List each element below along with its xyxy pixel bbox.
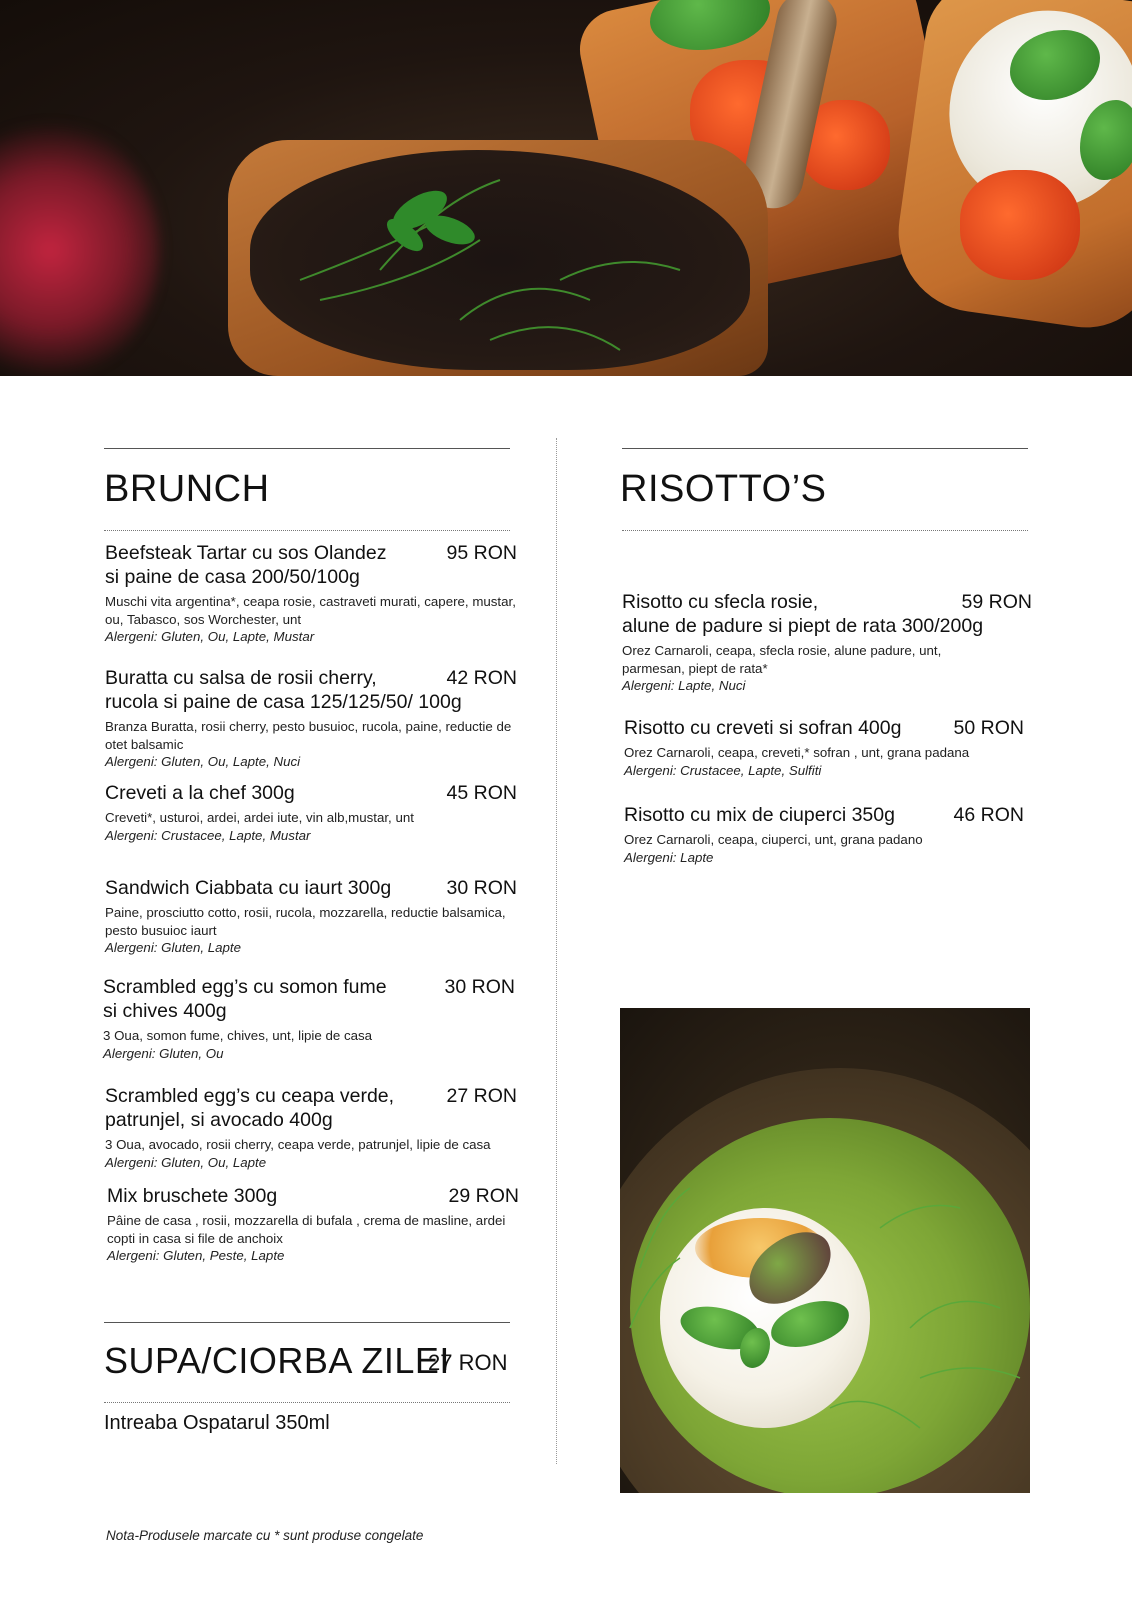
item-name: Risotto cu sfecla rosie, alune de padure si piept de rata 300/200g [622,591,984,637]
item-description: Branza Buratta, rosii cherry, pesto busuioc, rucola, paine, reductie de otet balsamic [105,719,512,752]
item-price: 50 RON [953,717,1024,739]
item-description: Paine, prosciutto cotto, rosii, rucola, mozzarella, reductie balsamica, pesto busuioc iaurt [105,905,506,938]
item-price: 27 RON [446,1085,517,1107]
menu-item [624,716,1024,779]
item-name: Risotto cu creveti si sofran 400g [624,717,902,739]
item-price: 30 RON [444,976,515,998]
item-name: Sandwich Ciabbata cu iaurt 300g [105,877,392,899]
risotto-burrata-photo [620,1008,1030,1493]
item-allergens: Alergeni: Gluten, Ou [103,1045,224,1061]
item-description: Orez Carnaroli, ceapa, creveti,* sofran , unt, grana padana [624,745,970,760]
risotto-title: RISOTTO’S [620,468,827,510]
footnote: Nota-Produsele marcate cu * sunt produse congelate [106,1528,424,1543]
item-allergens: Alergeni: Lapte [624,849,714,865]
item-description: Muschi vita argentina*, ceapa rosie, castraveti murati, capere, mustar, ou, Tabasco, sos Worchester, unt [105,594,516,627]
column-divider [556,438,557,1464]
soup-price: 27 RON [428,1350,508,1375]
item-description: Pâine de casa , rosii, mozzarella di bufala , crema de masline, ardei copti in casa si file de anchoix [107,1213,506,1246]
hero-photo [0,0,1132,376]
item-price: 46 RON [953,804,1024,826]
item-price: 42 RON [446,667,517,689]
menu-item [103,975,515,1062]
item-allergens: Alergeni: Lapte, Nuci [622,678,746,693]
hero-blur-flower [0,120,160,376]
item-description: Orez Carnaroli, ceapa, sfecla rosie, alune padure, unt, parmesan, piept de rata* [622,643,942,676]
item-price: 29 RON [448,1185,519,1207]
menu-item [105,666,517,771]
item-name: Risotto cu mix de ciuperci 350g [624,804,895,826]
microgreens [620,1128,1030,1488]
item-allergens: Alergeni: Gluten, Ou, Lapte, Nuci [105,754,301,769]
item-price: 95 RON [446,542,517,564]
menu-item [105,876,517,957]
brunch-title: BRUNCH [104,468,270,510]
menu-item [107,1184,519,1265]
item-name: Scrambled egg’s cu somon fume si chives 400g [103,976,387,1022]
risotto-dotted-rule [622,530,1028,531]
risotto-top-rule [622,448,1028,449]
item-price: 59 RON [961,591,1032,613]
menu-item [622,590,1032,695]
brunch-top-rule [104,448,510,449]
item-allergens: Alergeni: Crustacee, Lapte, Mustar [105,827,311,843]
menu-item [624,803,1024,866]
item-description: Orez Carnaroli, ceapa, ciuperci, unt, grana padano [624,832,923,847]
soup-title: SUPA/CIORBA ZILEI [104,1340,450,1381]
item-name: Buratta cu salsa de rosii cherry, rucola si paine de casa 125/125/50/ 100g [105,667,462,713]
item-description: Creveti*, usturoi, ardei, ardei iute, vin alb,mustar, unt [105,810,414,825]
item-name: Mix bruschete 300g [107,1185,278,1207]
item-name: Beefsteak Tartar cu sos Olandez si paine de casa 200/50/100g [105,542,387,588]
item-allergens: Alergeni: Gluten, Lapte [105,940,242,955]
item-allergens: Alergeni: Gluten, Peste, Lapte [107,1248,285,1263]
item-name: Creveti a la chef 300g [105,782,295,804]
item-allergens: Alergeni: Crustacee, Lapte, Sulfiti [624,762,822,778]
soup-note: Intreaba Ospatarul 350ml [104,1412,330,1434]
item-description: 3 Oua, somon fume, chives, unt, lipie de casa [103,1028,373,1043]
tomato-piece [960,170,1080,280]
soup-dotted-rule [104,1402,510,1403]
menu-item [105,781,517,844]
item-allergens: Alergeni: Gluten, Ou, Lapte, Mustar [105,629,315,644]
item-price: 45 RON [446,782,517,804]
menu-item [105,541,517,646]
item-description: 3 Oua, avocado, rosii cherry, ceapa verde, patrunjel, lipie de casa [105,1137,491,1152]
soup-top-rule [104,1322,510,1323]
item-name: Scrambled egg’s cu ceapa verde, patrunjel, si avocado 400g [105,1085,395,1131]
menu-item [105,1084,517,1171]
item-price: 30 RON [446,877,517,899]
herb-sprigs [260,160,740,370]
item-allergens: Alergeni: Gluten, Ou, Lapte [105,1154,267,1170]
brunch-dotted-rule [104,530,510,531]
